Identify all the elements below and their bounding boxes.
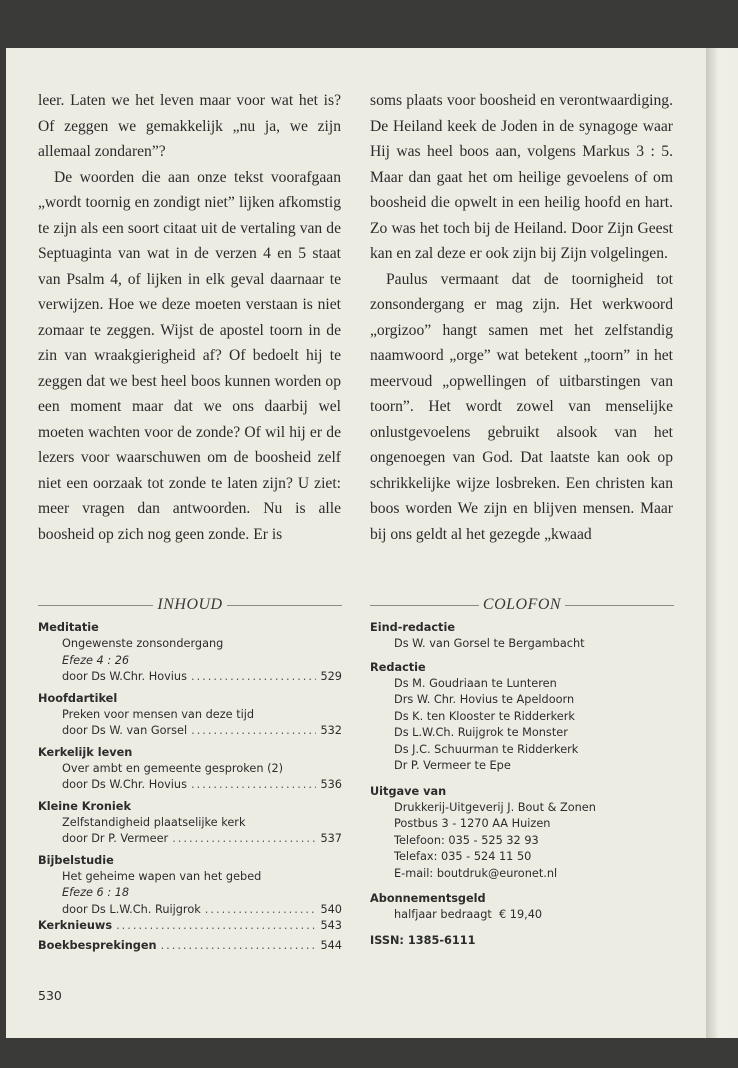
toc-title: Preken voor mensen van deze tijd — [62, 707, 255, 721]
toc-entry[interactable] — [62, 831, 342, 848]
toc-page: 544 — [320, 938, 342, 952]
leader-dots — [191, 777, 316, 794]
inhoud-title: INHOUD — [157, 596, 223, 613]
page-number: 530 — [38, 988, 62, 1003]
toc-page: 532 — [320, 724, 342, 737]
page-gutter — [706, 48, 738, 1038]
toc-page: 537 — [320, 832, 342, 845]
divider-line — [227, 605, 342, 606]
colofon-line: Telefax: 035 - 524 11 50 — [394, 850, 532, 863]
table-of-contents — [38, 620, 342, 954]
leader-dots — [172, 831, 316, 848]
colofon-line: Ds M. Goudriaan te Lunteren — [394, 676, 557, 690]
toc-reference: Efeze 6 : 18 — [62, 886, 130, 899]
toc-section-boekbesprekingen: Boekbesprekingen — [38, 938, 157, 952]
toc-entry-boekbesprekingen[interactable] — [38, 938, 342, 955]
colofon-uitgave-label: Uitgave van — [370, 784, 447, 798]
colofon-line: Drukkerij-Uitgeverij J. Bout & Zonen — [394, 800, 596, 814]
leader-dots — [116, 918, 316, 935]
body-paragraph: De woorden die aan onze tekst voorafgaan „wordt toornig en zondigt niet” lijken afkomstig te zijn als een soort citaat uit de vertaling van de Septuaginta van wat in de verzen 4 en 5 staat van Psalm 4, of lijken in elk geval daarnaar te verwijzen. Hoe we deze moeten verstaan is niet zomaar te zeggen. Wijst de apostel toorn in de zin van wraakgierigheid af? Of bedoelt hij te zeggen dat we best heel boos kunnen worden op een moment maar dat we ons daarbij wel moeten wachten voor de zonde? Of wil hij er de lezers voor waarschuwen om de boosheid zelf niet een oorzaak tot zonde te laten zijn? U ziet: meer vragen dan antwoorden. Nu is alle boosheid op zich nog geen zonde. Er is — [38, 168, 341, 543]
toc-title: Zelfstandigheid plaatselijke kerk — [62, 815, 246, 829]
colofon-line: Ds J.C. Schuurman te Ridderkerk — [394, 742, 579, 756]
toc-page: 536 — [320, 778, 342, 791]
toc-section-kerkelijk-leven: Kerkelijk leven — [38, 745, 133, 759]
body-column-right — [370, 88, 673, 547]
toc-page: 529 — [320, 670, 342, 683]
colofon-line: halfjaar bedraagt € 19,40 — [394, 908, 543, 921]
colofon-line: Ds K. ten Klooster te Ridderkerk — [394, 709, 575, 723]
toc-author: door Ds L.W.Ch. Ruijgrok — [62, 902, 201, 916]
colofon-line: Dr P. Vermeer te Epe — [394, 759, 511, 772]
colofon-abonnement-label: Abonnementsgeld — [370, 892, 486, 905]
toc-entry[interactable] — [62, 902, 342, 919]
colofon-email[interactable]: E-mail: boutdruk@euronet.nl — [394, 866, 558, 880]
colofon-line: Postbus 3 - 1270 AA Huizen — [394, 817, 551, 830]
body-column-left — [38, 88, 341, 547]
leader-dots — [161, 938, 317, 955]
toc-entry[interactable] — [62, 723, 342, 740]
colofon-line: Ds L.W.Ch. Ruijgrok te Monster — [394, 726, 568, 739]
toc-title: Over ambt en gemeente gesproken (2) — [62, 761, 284, 775]
toc-section-kleine-kroniek: Kleine Kroniek — [38, 799, 131, 813]
toc-section-hoofdartikel: Hoofdartikel — [38, 691, 118, 705]
leader-dots — [191, 669, 316, 686]
body-paragraph: soms plaats voor boosheid en verontwaardiging. De Heiland keek de Joden in de synagoge waar Hij was heel boos aan, volgens Markus 3 : 5. Maar dan gaat het om heilige gevoelens of om boosheid die opwelt in een heilig hoofd en hart. Zo was het toch bij de Heiland. Door Zijn Geest kan en zal deze er ook zijn bij Zijn volgelingen. — [370, 92, 673, 262]
toc-page: 543 — [320, 919, 342, 932]
divider-line — [565, 605, 674, 606]
divider-line — [370, 605, 479, 606]
colofon-issn: ISSN: 1385-6111 — [370, 933, 476, 947]
colofon-title: COLOFON — [482, 596, 562, 613]
colofon-line: Ds W. van Gorsel te Bergambacht — [394, 637, 585, 650]
toc-entry[interactable] — [62, 777, 342, 794]
toc-section-meditatie: Meditatie — [38, 621, 99, 634]
toc-author: door Ds W.Chr. Hovius — [62, 670, 187, 683]
colofon-line: Telefoon: 035 - 525 32 93 — [394, 833, 539, 847]
colofon-line: Drs W. Chr. Hovius te Apeldoorn — [394, 693, 575, 706]
colofon-header — [370, 596, 674, 614]
toc-page: 540 — [320, 902, 342, 916]
colofon — [370, 620, 674, 949]
colofon-redactie-label: Redactie — [370, 660, 426, 674]
toc-reference: Efeze 4 : 26 — [62, 653, 130, 667]
body-paragraph: leer. Laten we het leven maar voor wat het is? Of zeggen we gemakkelijk „nu ja, we zijn allemaal zondaren”? — [38, 92, 341, 160]
toc-section-kerknieuws: Kerknieuws — [38, 919, 113, 932]
colofon-eindredactie-label: Eind-redactie — [370, 621, 455, 634]
body-paragraph: Paulus vermaant dat de toornigheid tot zonsondergang er mag zijn. Het werkwoord „orgizoo” hangt samen met het zelfstandig naamwoord „orge” wat betekent „toorn” in het meervoud „opwellingen of uitbarstingen van toorn”. Het wordt zowel van menselijke onlustgevoelens gebruikt alsook van het ongenoegen van God. Dat laatste kan ook op schrikkelijke wijze losbreken. Een christen kan boos worden We zijn en blijven mensen. Maar bij ons geldt al het gezegde „kwaad — [370, 270, 673, 543]
toc-entry-kerknieuws[interactable] — [38, 918, 342, 935]
toc-section-bijbelstudie: Bijbelstudie — [38, 853, 114, 867]
divider-line — [38, 605, 153, 606]
leader-dots — [191, 723, 316, 740]
toc-entry[interactable] — [62, 669, 342, 686]
toc-author: door Ds W. van Gorsel — [62, 724, 188, 737]
toc-title: Ongewenste zonsondergang — [62, 637, 224, 650]
inhoud-header — [38, 596, 342, 614]
toc-title: Het geheime wapen van het gebed — [62, 869, 262, 883]
leader-dots — [205, 902, 317, 919]
toc-author: door Dr P. Vermeer — [62, 832, 169, 845]
toc-author: door Ds W.Chr. Hovius — [62, 778, 187, 791]
